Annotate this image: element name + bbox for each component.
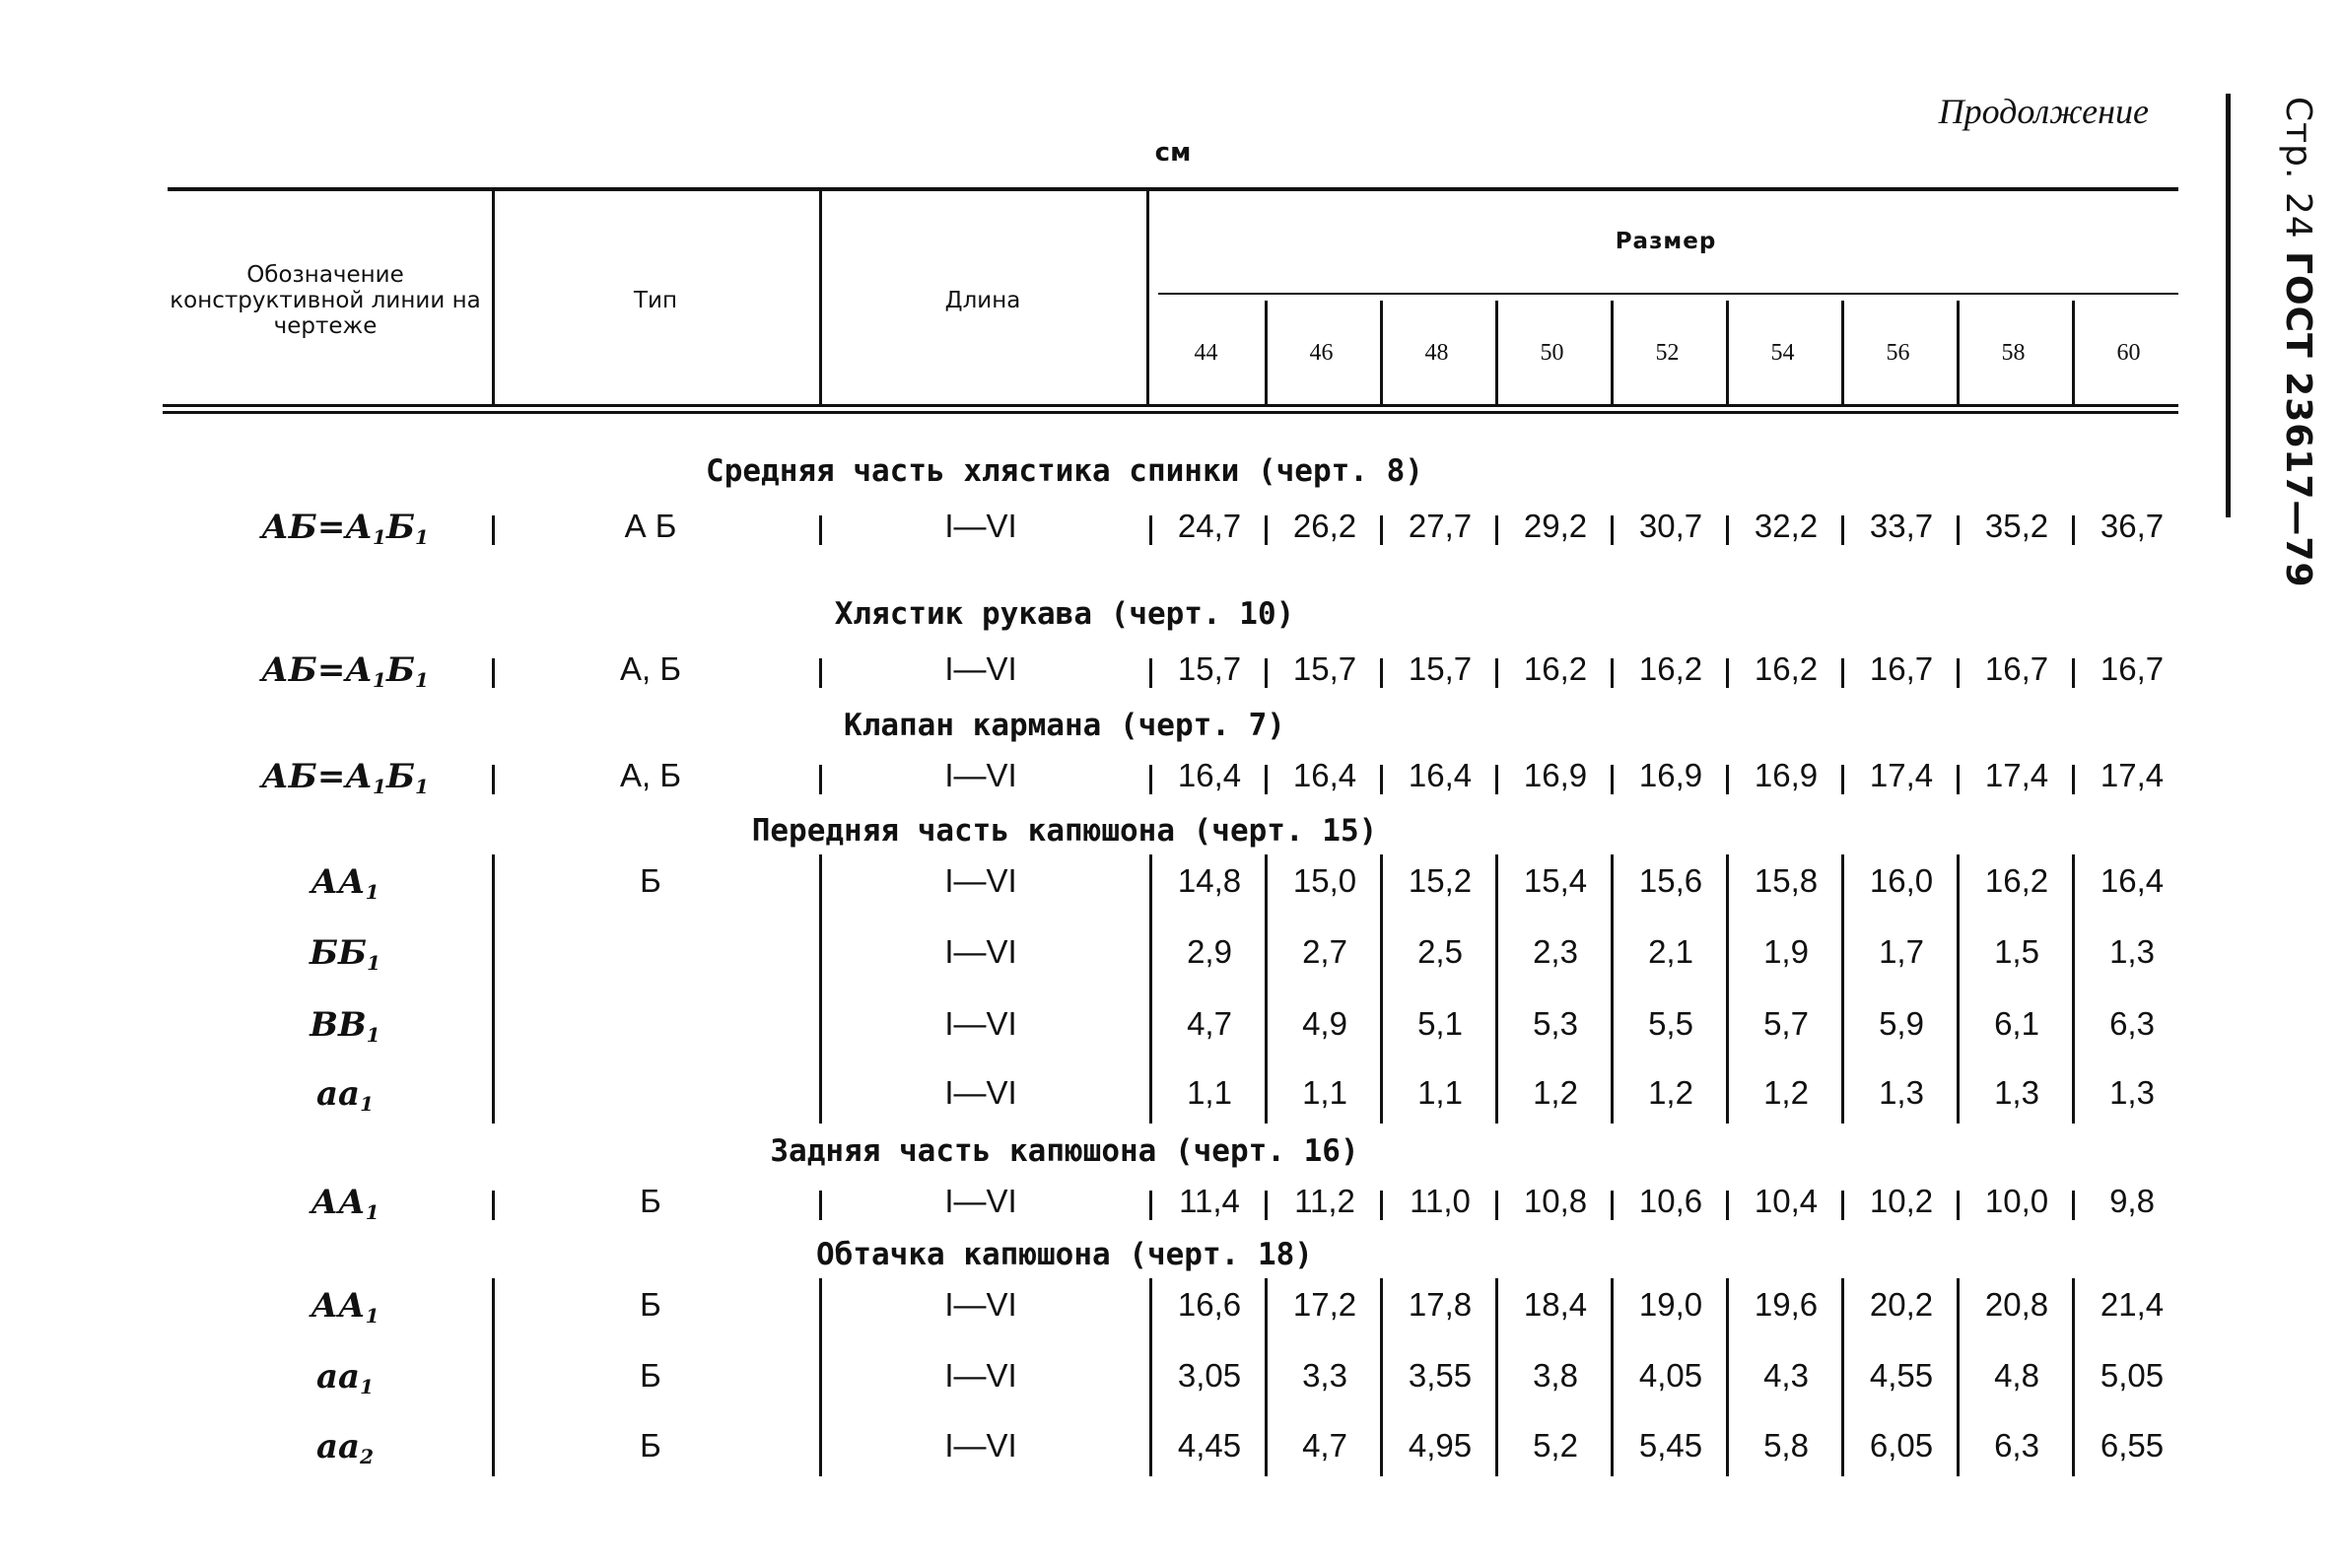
length-cell: I—VI <box>944 650 1017 687</box>
designation-main: АА <box>310 1183 366 1222</box>
size-value-cell: 17,4 <box>1869 757 1934 793</box>
size-value-cell: 1,2 <box>1533 1074 1578 1111</box>
size-value-cell: 1,3 <box>2109 933 2155 970</box>
table-row <box>0 1357 2342 1412</box>
size-value-cell: 1,2 <box>1763 1074 1809 1111</box>
cell-separator <box>1380 765 1383 794</box>
size-value-cell: 11,0 <box>1410 1183 1471 1219</box>
size-value-cell: 4,7 <box>1302 1427 1347 1464</box>
size-value-cell: 6,3 <box>2109 1005 2155 1042</box>
cell-separator <box>1957 1191 1960 1220</box>
line-designation <box>197 933 493 975</box>
cell-separator <box>1611 765 1614 794</box>
size-value-cell: 10,4 <box>1754 1183 1819 1219</box>
size-value-cell: 1,2 <box>1648 1074 1693 1111</box>
cell-separator <box>1495 765 1498 794</box>
size-value-cell: 10,2 <box>1869 1183 1934 1219</box>
cell-separator <box>1726 515 1729 545</box>
size-value-cell: 3,8 <box>1533 1357 1578 1394</box>
designation-main: АБ=А <box>261 508 374 547</box>
length-cell: I—VI <box>944 1074 1017 1111</box>
cell-separator <box>819 1191 822 1220</box>
size-value-cell: 16,2 <box>1638 650 1703 687</box>
type-cell: А, Б <box>619 650 681 687</box>
designation-subscript: 1 <box>373 668 386 692</box>
size-value-cell: 1,5 <box>1994 933 2039 970</box>
designation-main: аа <box>316 1357 361 1397</box>
table-row <box>0 1286 2342 1341</box>
cell-separator <box>1495 1191 1498 1220</box>
designation-main: АБ=А <box>261 757 374 796</box>
cell-separator <box>1265 765 1268 794</box>
designation-main: АА <box>310 1286 366 1326</box>
cell-separator <box>1841 765 1844 794</box>
length-cell: I—VI <box>944 1005 1017 1042</box>
size-value-cell: 30,7 <box>1638 508 1703 544</box>
type-cell: А, Б <box>619 757 681 793</box>
line-designation <box>197 1357 493 1398</box>
section-title: Передняя часть капюшона (черт. 15) <box>751 813 1378 849</box>
size-value-cell: 5,05 <box>2100 1357 2165 1394</box>
size-value-cell: 16,7 <box>1869 650 1934 687</box>
column-header-designation: Обозначение конструктивной линии на чертеже <box>170 262 481 339</box>
designation-main: ББ <box>309 933 368 973</box>
length-cell: I—VI <box>944 933 1017 970</box>
cell-separator <box>1957 515 1960 545</box>
size-value-cell: 4,7 <box>1187 1005 1232 1042</box>
length-cell: I—VI <box>944 1183 1017 1219</box>
cell-separator <box>2072 515 2075 545</box>
column-header-type: Тип <box>633 288 678 313</box>
line-designation <box>197 862 493 904</box>
cell-separator <box>1726 658 1729 688</box>
designation-subscript: 1 <box>366 1023 380 1047</box>
size-value-cell: 16,2 <box>1754 650 1819 687</box>
size-value-cell: 16,7 <box>1984 650 2049 687</box>
length-cell: I—VI <box>944 1427 1017 1464</box>
size-value-cell: 4,05 <box>1638 1357 1703 1394</box>
length-cell: I—VI <box>944 1286 1017 1323</box>
size-value-cell: 2,9 <box>1187 933 1232 970</box>
size-value-cell: 32,2 <box>1754 508 1819 544</box>
cell-separator <box>819 515 822 545</box>
header-bottom-rule-1 <box>163 404 2178 407</box>
size-value-cell: 11,4 <box>1179 1183 1240 1219</box>
designation-main: аа <box>316 1427 361 1466</box>
table-row <box>0 1183 2342 1238</box>
size-column-header: 44 <box>1194 340 1218 366</box>
size-value-cell: 14,8 <box>1177 862 1242 899</box>
cell-separator <box>1726 1191 1729 1220</box>
section-title: Обтачка капюшона (черт. 18) <box>816 1237 1313 1272</box>
column-header-size: Размер <box>1615 229 1717 254</box>
size-value-cell: 5,5 <box>1648 1005 1693 1042</box>
designation-subscript: 1 <box>365 1304 379 1328</box>
size-value-cell: 1,3 <box>1994 1074 2039 1111</box>
designation-subscript: 1 <box>365 1200 379 1224</box>
size-value-cell: 2,5 <box>1417 933 1463 970</box>
size-value-cell: 20,8 <box>1984 1286 2049 1323</box>
size-value-cell: 15,4 <box>1523 862 1588 899</box>
table-row <box>0 862 2342 918</box>
cell-separator <box>1149 515 1152 545</box>
size-value-cell: 6,05 <box>1869 1427 1934 1464</box>
size-value-cell: 33,7 <box>1869 508 1934 544</box>
size-value-cell: 17,4 <box>2100 757 2165 793</box>
size-value-cell: 4,9 <box>1302 1005 1347 1042</box>
type-cell: Б <box>640 1183 661 1219</box>
designation-subscript: 1 <box>365 880 379 904</box>
size-value-cell: 5,7 <box>1763 1005 1809 1042</box>
size-value-cell: 20,2 <box>1869 1286 1934 1323</box>
size-value-cell: 6,55 <box>2100 1427 2165 1464</box>
cell-separator <box>1265 1191 1268 1220</box>
unit-label: см <box>1154 138 1192 168</box>
cell-separator <box>819 658 822 688</box>
size-value-cell: 16,6 <box>1177 1286 1242 1323</box>
size-value-cell: 15,0 <box>1292 862 1357 899</box>
cell-separator <box>1957 658 1960 688</box>
size-value-cell: 3,05 <box>1177 1357 1242 1394</box>
size-header-rule <box>1158 293 2178 295</box>
size-value-cell: 2,3 <box>1533 933 1578 970</box>
size-column-header: 46 <box>1309 340 1334 366</box>
size-value-cell: 5,1 <box>1417 1005 1463 1042</box>
section-title: Средняя часть хлястика спинки (черт. 8) <box>706 453 1423 489</box>
side-standard-label: ГОСТ 23617—79 <box>2278 251 2318 588</box>
type-cell: Б <box>640 1357 661 1394</box>
cell-separator <box>1265 658 1268 688</box>
size-value-cell: 17,8 <box>1408 1286 1473 1323</box>
cell-separator <box>1611 658 1614 688</box>
cell-separator <box>1149 1191 1152 1220</box>
table-row <box>0 933 2342 989</box>
cell-separator <box>492 765 495 794</box>
cell-separator <box>2072 658 2075 688</box>
size-value-cell: 15,7 <box>1177 650 1242 687</box>
size-value-cell: 1,1 <box>1302 1074 1347 1111</box>
cell-separator <box>492 658 495 688</box>
size-value-cell: 16,2 <box>1984 862 2049 899</box>
size-value-cell: 17,2 <box>1292 1286 1357 1323</box>
designation-subscript: 1 <box>360 1092 374 1116</box>
side-page-label: Стр. 24 <box>2278 97 2318 252</box>
cell-separator <box>1726 765 1729 794</box>
cell-separator <box>1149 765 1152 794</box>
line-designation <box>197 650 493 692</box>
size-value-cell: 3,55 <box>1408 1357 1473 1394</box>
designation-subscript: 1 <box>373 775 386 798</box>
line-designation <box>197 1286 493 1328</box>
table-row <box>0 650 2342 706</box>
size-value-cell: 15,8 <box>1754 862 1819 899</box>
line-designation <box>197 1183 493 1224</box>
size-value-cell: 2,7 <box>1302 933 1347 970</box>
size-value-cell: 4,8 <box>1994 1357 2039 1394</box>
designation-main: АА <box>310 862 366 902</box>
size-column-header: 56 <box>1886 340 1910 366</box>
size-value-cell: 1,7 <box>1879 933 1924 970</box>
size-value-cell: 5,45 <box>1638 1427 1703 1464</box>
designation-subscript: 1 <box>415 668 429 692</box>
size-value-cell: 5,9 <box>1879 1005 1924 1042</box>
length-cell: I—VI <box>944 508 1017 544</box>
size-value-cell: 3,3 <box>1302 1357 1347 1394</box>
size-value-cell: 26,2 <box>1292 508 1357 544</box>
cell-separator <box>1380 658 1383 688</box>
cell-separator <box>819 765 822 794</box>
table-top-rule <box>168 187 2178 191</box>
cell-separator <box>2072 765 2075 794</box>
size-value-cell: 29,2 <box>1523 508 1588 544</box>
size-value-cell: 35,2 <box>1984 508 2049 544</box>
designation-main: Б <box>385 757 415 796</box>
size-column-header: 54 <box>1770 340 1795 366</box>
section-title: Хлястик рукава (черт. 10) <box>834 596 1295 632</box>
header-divider <box>819 191 822 404</box>
line-designation <box>197 1427 493 1468</box>
header-bottom-rule-2 <box>163 411 2178 414</box>
section-title: Клапан кармана (черт. 7) <box>844 708 1285 743</box>
size-value-cell: 6,1 <box>1994 1005 2039 1042</box>
size-value-cell: 10,6 <box>1638 1183 1703 1219</box>
designation-main: АБ=А <box>261 650 374 690</box>
designation-main: аа <box>316 1074 361 1114</box>
size-value-cell: 24,7 <box>1177 508 1242 544</box>
size-value-cell: 10,0 <box>1984 1183 2049 1219</box>
size-value-cell: 16,0 <box>1869 862 1934 899</box>
line-designation <box>197 757 493 798</box>
table-row <box>0 1074 2342 1129</box>
size-value-cell: 16,2 <box>1523 650 1588 687</box>
size-value-cell: 16,4 <box>2100 862 2165 899</box>
size-value-cell: 15,7 <box>1292 650 1357 687</box>
size-value-cell: 5,8 <box>1763 1427 1809 1464</box>
cell-separator <box>1841 515 1844 545</box>
size-value-cell: 16,4 <box>1292 757 1357 793</box>
size-value-cell: 11,2 <box>1294 1183 1355 1219</box>
designation-subscript: 1 <box>415 525 429 549</box>
continuation-label: Продолжение <box>1938 92 2149 131</box>
cell-separator <box>1841 1191 1844 1220</box>
designation-main: Б <box>385 508 415 547</box>
size-value-cell: 2,1 <box>1648 933 1693 970</box>
size-value-cell: 1,1 <box>1187 1074 1232 1111</box>
type-cell: Б <box>640 1427 661 1464</box>
size-value-cell: 9,8 <box>2109 1183 2155 1219</box>
column-header-length: Длина <box>944 288 1021 313</box>
size-value-cell: 36,7 <box>2100 508 2165 544</box>
cell-separator <box>1841 658 1844 688</box>
line-designation <box>197 1005 493 1047</box>
cell-separator <box>1380 1191 1383 1220</box>
size-value-cell: 27,7 <box>1408 508 1473 544</box>
table-row <box>0 1427 2342 1482</box>
size-value-cell: 18,4 <box>1523 1286 1588 1323</box>
line-designation <box>197 508 493 549</box>
size-column-header: 60 <box>2116 340 2141 366</box>
size-value-cell: 15,7 <box>1408 650 1473 687</box>
size-value-cell: 4,95 <box>1408 1427 1473 1464</box>
table-row <box>0 757 2342 812</box>
size-value-cell: 16,4 <box>1408 757 1473 793</box>
size-value-cell: 5,3 <box>1533 1005 1578 1042</box>
table-row <box>0 508 2342 563</box>
size-value-cell: 4,55 <box>1869 1357 1934 1394</box>
cell-separator <box>1265 515 1268 545</box>
designation-main: ВВ <box>310 1005 367 1045</box>
size-value-cell: 6,3 <box>1994 1427 2039 1464</box>
designation-main: Б <box>385 650 415 690</box>
size-value-cell: 19,0 <box>1638 1286 1703 1323</box>
cell-separator <box>2072 1191 2075 1220</box>
length-cell: I—VI <box>944 757 1017 793</box>
designation-subscript: 1 <box>360 1375 374 1398</box>
size-value-cell: 15,2 <box>1408 862 1473 899</box>
cell-separator <box>1495 515 1498 545</box>
size-value-cell: 1,9 <box>1763 933 1809 970</box>
designation-subscript: 2 <box>360 1445 374 1468</box>
designation-subscript: 1 <box>373 525 386 549</box>
cell-separator <box>1611 1191 1614 1220</box>
size-value-cell: 17,4 <box>1984 757 2049 793</box>
cell-separator <box>1149 658 1152 688</box>
section-title: Задняя часть капюшона (черт. 16) <box>770 1133 1359 1169</box>
size-column-header: 50 <box>1540 340 1564 366</box>
size-column-header: 52 <box>1655 340 1680 366</box>
size-value-cell: 16,9 <box>1523 757 1588 793</box>
cell-separator <box>492 1191 495 1220</box>
cell-separator <box>1495 658 1498 688</box>
size-column-header: 48 <box>1424 340 1449 366</box>
size-value-cell: 19,6 <box>1754 1286 1819 1323</box>
cell-separator <box>492 515 495 545</box>
cell-separator <box>1380 515 1383 545</box>
size-value-cell: 4,45 <box>1177 1427 1242 1464</box>
type-cell: А Б <box>624 508 677 544</box>
size-value-cell: 1,1 <box>1417 1074 1463 1111</box>
header-divider <box>492 191 495 404</box>
designation-subscript: 1 <box>367 951 381 975</box>
size-value-cell: 15,6 <box>1638 862 1703 899</box>
size-value-cell: 16,7 <box>2100 650 2165 687</box>
length-cell: I—VI <box>944 862 1017 899</box>
cell-separator <box>1611 515 1614 545</box>
size-value-cell: 1,3 <box>2109 1074 2155 1111</box>
type-cell: Б <box>640 1286 661 1323</box>
size-value-cell: 21,4 <box>2100 1286 2165 1323</box>
cell-separator <box>1957 765 1960 794</box>
length-cell: I—VI <box>944 1357 1017 1394</box>
table-row <box>0 1005 2342 1060</box>
header-divider <box>1146 191 1149 404</box>
size-value-cell: 4,3 <box>1763 1357 1809 1394</box>
size-value-cell: 10,8 <box>1523 1183 1588 1219</box>
size-column-header: 58 <box>2001 340 2026 366</box>
designation-subscript: 1 <box>415 775 429 798</box>
line-designation <box>197 1074 493 1116</box>
size-value-cell: 16,9 <box>1754 757 1819 793</box>
type-cell: Б <box>640 862 661 899</box>
size-value-cell: 1,3 <box>1879 1074 1924 1111</box>
size-value-cell: 16,9 <box>1638 757 1703 793</box>
size-value-cell: 5,2 <box>1533 1427 1578 1464</box>
size-value-cell: 16,4 <box>1177 757 1242 793</box>
